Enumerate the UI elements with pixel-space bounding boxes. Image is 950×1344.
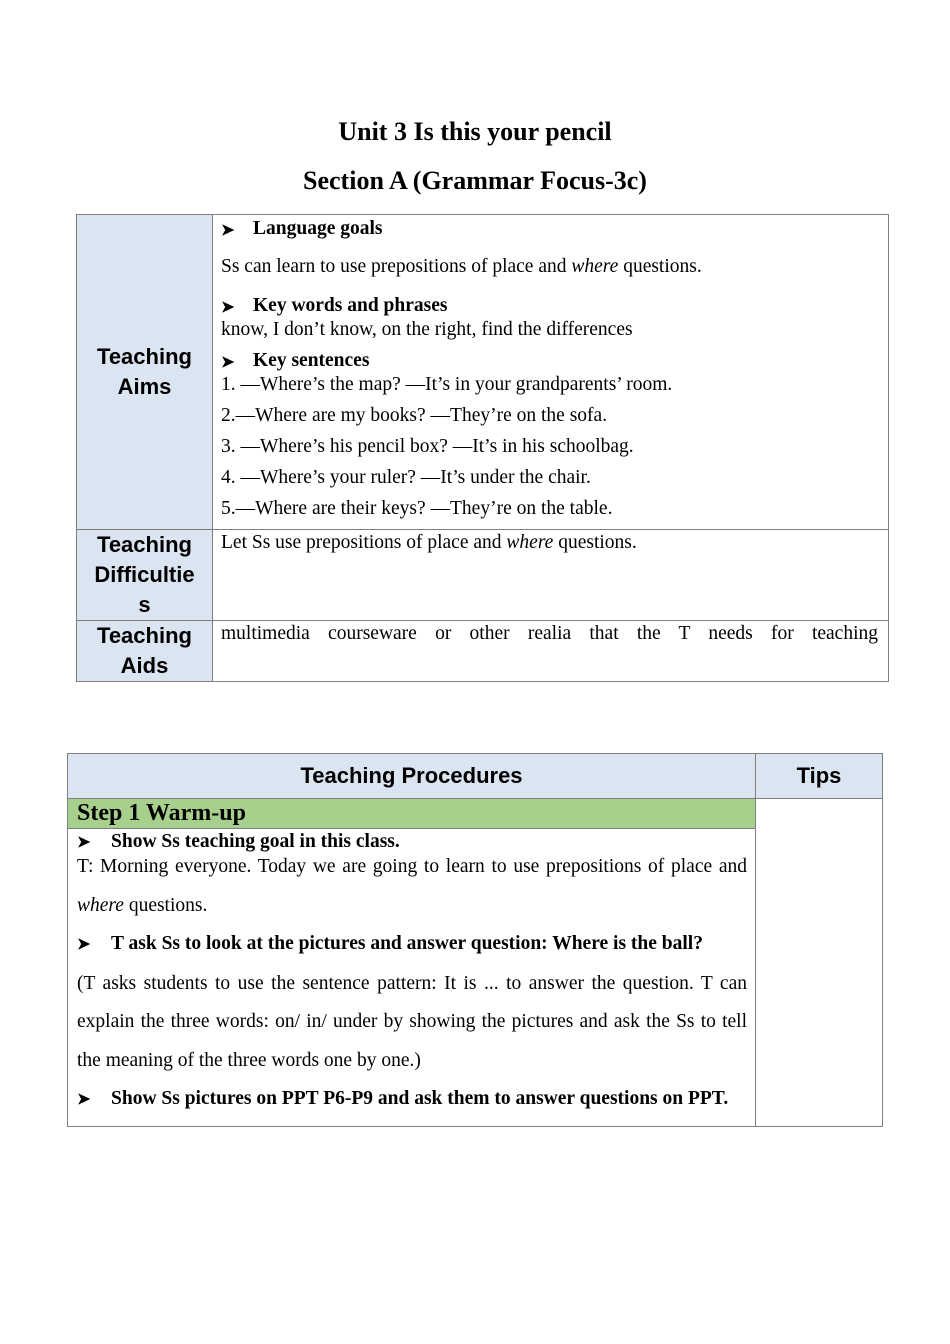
bullet-ask-ball: ➤ T ask Ss to look at the pictures and answer question: Where is the ball? [77,925,747,965]
arrow-bullet-icon: ➤ [77,936,91,953]
teaching-aids-content [213,621,889,682]
teaching-difficulties-label: Teaching Difficultie s [77,530,213,621]
procedures-header: Teaching Procedures [68,754,756,799]
step-1-content [68,829,756,1127]
teaching-aims-label: Teaching Aims [77,215,213,530]
arrow-bullet-icon: ➤ [221,222,235,239]
tips-header: Tips [756,754,883,799]
step-1-heading: Step 1 Warm-up [68,799,756,829]
aids-text: multimedia courseware or other realia that the T needs for teaching [221,623,878,644]
teaching-difficulties-content [213,530,889,621]
difficulties-text: Let Ss use prepositions of place and where questions. [221,532,637,553]
key-sentence-3: 3. —Where’s his pencil box? —It’s in his schoolbag. [221,436,634,457]
language-goals-text: Ss can learn to use prepositions of place and where questions. [221,256,702,277]
warmup-paragraph: T: Morning everyone. Today we are going to learn to use prepositions of place and where questions. [77,856,747,916]
key-sentence-1: 1. —Where’s the map? —It’s in your grandparents’ room. [221,374,673,395]
key-sentence-5: 5.—Where are their keys? —They’re on the table. [221,498,613,519]
arrow-bullet-icon: ➤ [77,1091,91,1108]
sentence-pattern-paragraph: (T asks students to use the sentence pattern: It is ... to answer the question. T can explain the three words: on/ in/ under by showing the pictures and ask the Ss to tell the meaning of the three words one by one.) [77,972,747,1071]
arrow-bullet-icon: ➤ [77,834,91,851]
key-sentence-2: 2.—Where are my books? —They’re on the sofa. [221,405,608,426]
arrow-bullet-icon: ➤ [221,299,235,316]
teaching-aims-table [76,214,889,682]
key-sentences-heading: ➤ Key sentences [221,350,370,371]
key-words-heading: ➤ Key words and phrases [221,295,448,316]
document-subtitle: Section A (Grammar Focus-3c) [303,166,647,195]
teaching-aims-content [213,215,889,530]
language-goals-heading: ➤ Language goals [221,218,383,239]
bullet-show-goal: ➤ Show Ss teaching goal in this class. [77,829,747,856]
tips-cell [756,799,883,1127]
teaching-aids-label: Teaching Aids [77,621,213,682]
bullet-ppt-pictures: ➤ Show Ss pictures on PPT P6-P9 and ask them to answer questions on PPT. [77,1080,747,1120]
key-words-text: know, I don’t know, on the right, find the differences [221,319,633,340]
document-title: Unit 3 Is this your pencil [338,117,612,146]
key-sentence-4: 4. —Where’s your ruler? —It’s under the chair. [221,467,591,488]
arrow-bullet-icon: ➤ [221,354,235,371]
teaching-procedures-table [67,753,883,1127]
